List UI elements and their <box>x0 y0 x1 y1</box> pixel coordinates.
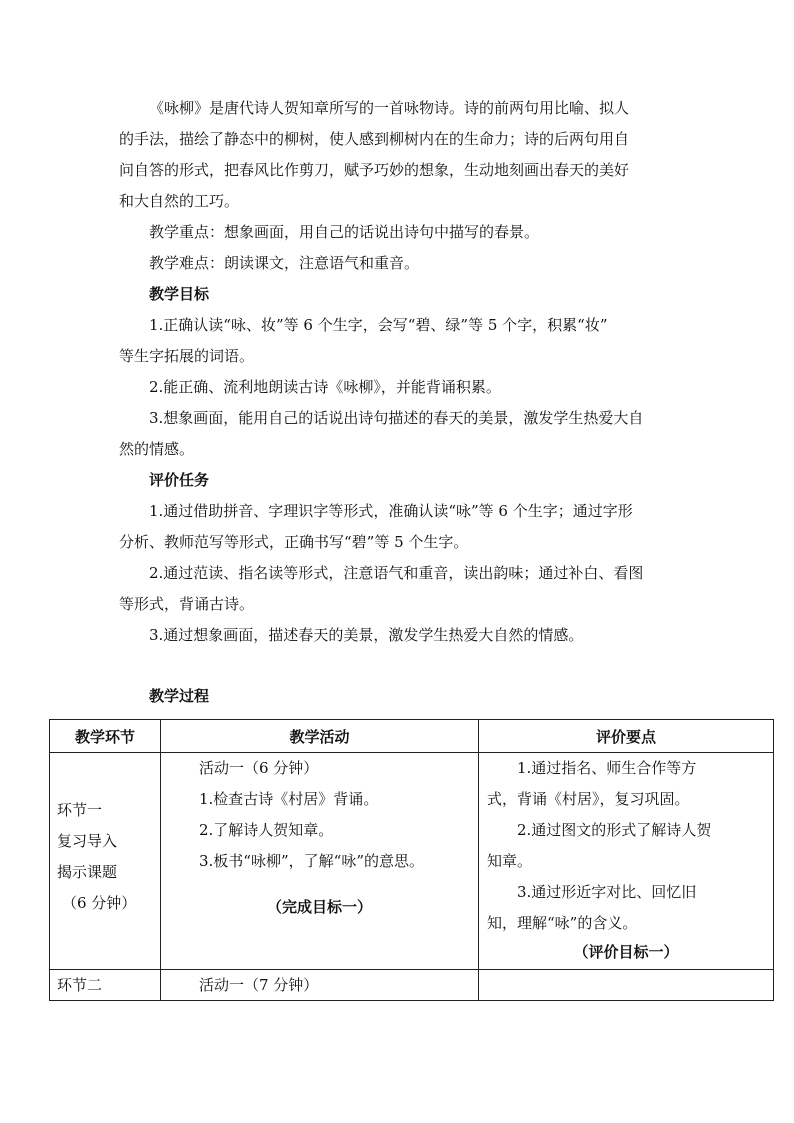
stage-line: 揭示课题 <box>57 863 118 881</box>
process-heading: 教学过程 <box>149 687 210 705</box>
header-points: 评价要点 <box>479 720 774 753</box>
stage-line: 复习导入 <box>57 832 118 850</box>
points-cell <box>479 970 774 1001</box>
intro-line-4: 和大自然的工巧。 <box>119 192 240 210</box>
eval-line-1: 1.通过借助拼音、字理识字等形式，准确认读“咏”等 6 个生字；通过字形 <box>149 502 633 520</box>
stage-cell <box>50 753 161 970</box>
goal-line-1: 1.正确认读“咏、妆”等 6 个生字，会写“碧、绿”等 5 个字，积累“妆” <box>149 316 608 334</box>
eval-heading: 评价任务 <box>149 471 210 489</box>
activity-line: 活动一（6 分钟） <box>199 759 319 777</box>
points-line: 1.通过指名、师生合作等方 <box>517 759 697 777</box>
stage-cell <box>50 970 161 1001</box>
key-point: 教学重点：想象画面，用自己的话说出诗句中描写的春景。 <box>149 223 540 241</box>
intro-line-2: 的手法，描绘了静态中的柳树，使人感到柳树内在的生命力；诗的后两句用自 <box>119 130 630 148</box>
stage-line: 环节一 <box>57 801 103 819</box>
points-line: 3.通过形近字对比、回忆旧 <box>517 883 697 901</box>
goal-line-3: 2.能正确、流利地朗读古诗《咏柳》，并能背诵积累。 <box>149 378 501 396</box>
goal-line-2: 等生字拓展的词语。 <box>119 347 255 365</box>
points-line: 知，理解“咏”的含义。 <box>487 914 638 932</box>
goal-line-5: 然的情感。 <box>119 440 195 458</box>
activity-goal: （完成目标一） <box>266 898 372 916</box>
table-header-row <box>50 720 774 753</box>
stage-line: 环节二 <box>57 976 103 994</box>
goals-heading: 教学目标 <box>149 285 210 303</box>
points-goal: （评价目标一） <box>573 943 679 961</box>
intro-line-3: 问自答的形式，把春风比作剪刀，赋予巧妙的想象，生动地刻画出春天的美好 <box>119 161 630 179</box>
points-cell <box>479 753 774 970</box>
process-table <box>49 719 774 1001</box>
activity-line: 3.板书“咏柳”，了解“咏”的意思。 <box>199 852 424 870</box>
activity-cell <box>161 970 479 1001</box>
table-row <box>50 753 774 970</box>
difficulty: 教学难点：朗读课文，注意语气和重音。 <box>149 254 420 272</box>
activity-line: 1.检查古诗《村居》背诵。 <box>199 790 379 808</box>
intro-line-1: 《咏柳》是唐代诗人贺知章所写的一首咏物诗。诗的前两句用比喻、拟人 <box>149 99 630 117</box>
points-line: 2.通过图文的形式了解诗人贺 <box>517 821 712 839</box>
header-stage: 教学环节 <box>50 720 161 753</box>
points-line: 知章。 <box>487 852 533 870</box>
activity-cell <box>161 753 479 970</box>
eval-line-2: 分析、教师范写等形式，正确书写“碧”等 5 个生字。 <box>119 533 469 551</box>
eval-line-4: 等形式，背诵古诗。 <box>119 595 255 613</box>
eval-line-5: 3.通过想象画面，描述春天的美景，激发学生热爱大自然的情感。 <box>149 626 584 644</box>
goal-line-4: 3.想象画面，能用自己的话说出诗句描述的春天的美景，激发学生热爱大自 <box>149 409 644 427</box>
eval-line-3: 2.通过范读、指名读等形式，注意语气和重音，读出韵味；通过补白、看图 <box>149 564 644 582</box>
activity-line: 活动一（7 分钟） <box>199 976 319 994</box>
points-line: 式，背诵《村居》，复习巩固。 <box>487 790 690 808</box>
stage-line: （6 分钟） <box>62 894 137 912</box>
header-activity: 教学活动 <box>161 720 479 753</box>
activity-line: 2.了解诗人贺知章。 <box>199 821 334 839</box>
table-row <box>50 970 774 1001</box>
